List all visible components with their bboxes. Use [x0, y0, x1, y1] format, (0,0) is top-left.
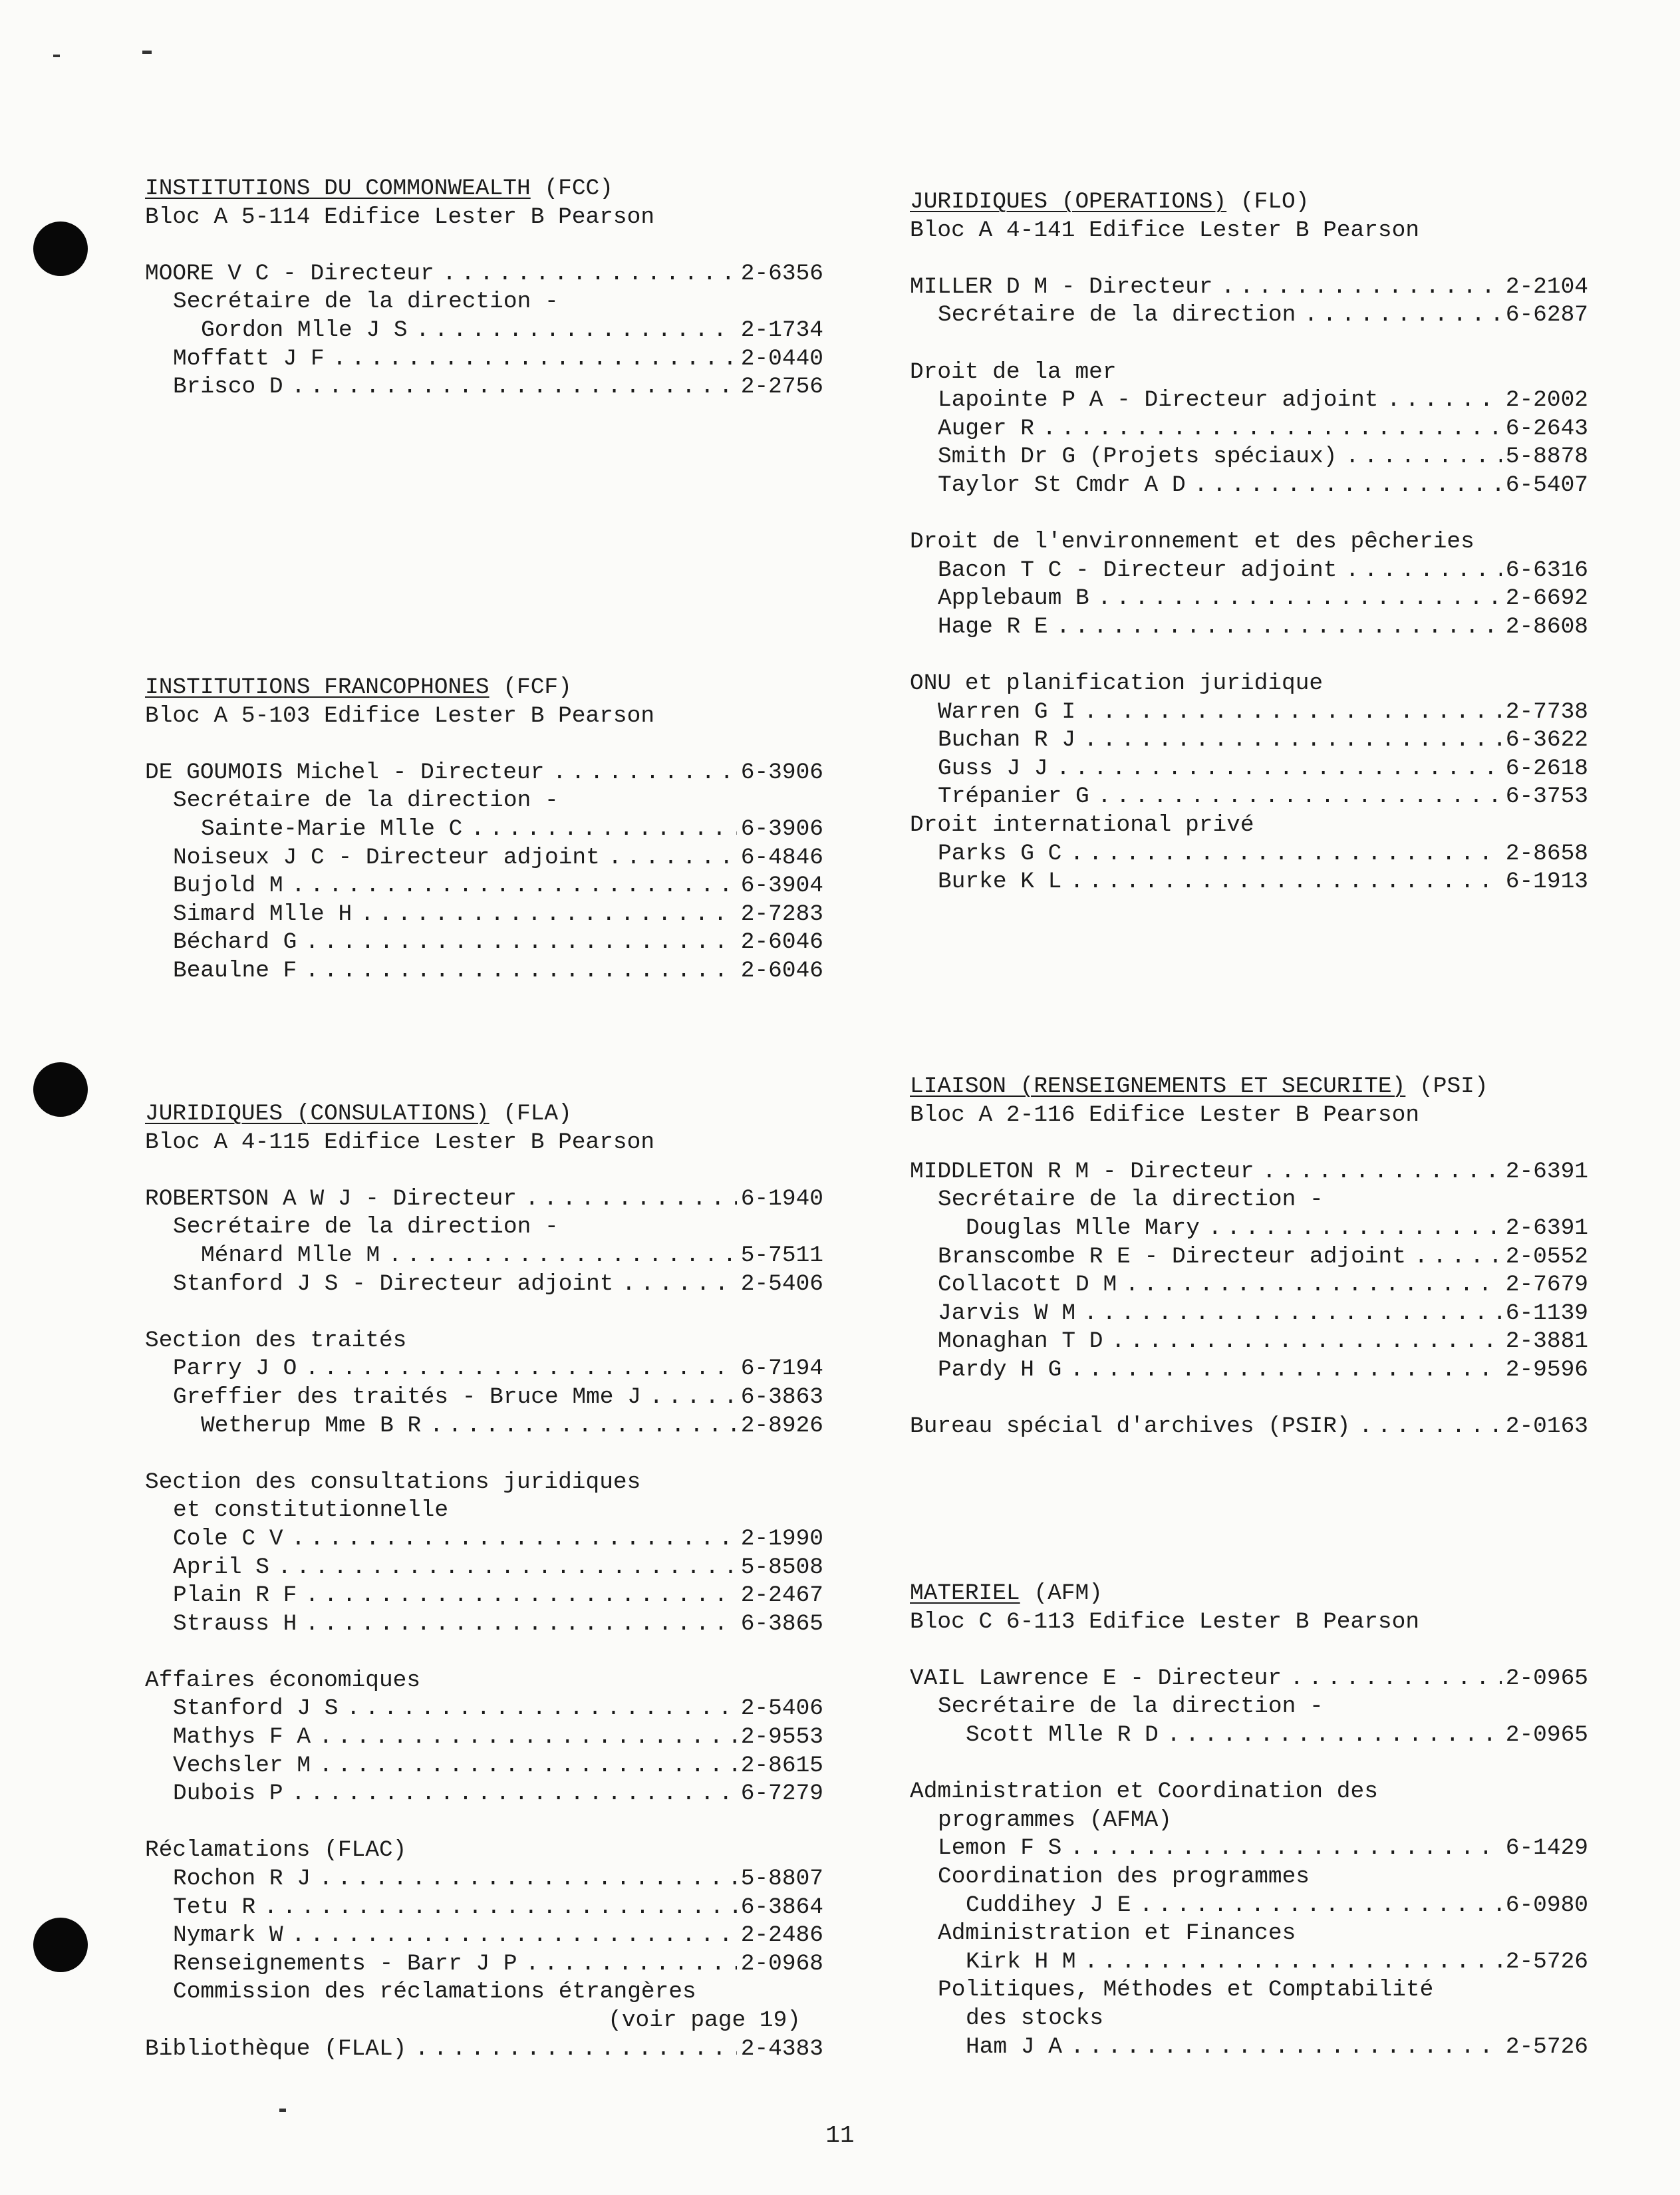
dot-leader [1200, 1215, 1502, 1243]
subheading: des stocks [966, 2005, 1104, 2031]
dot-leader [1212, 273, 1501, 302]
entry-phone: 6-1139 [1505, 1300, 1588, 1326]
dot-leader [462, 815, 736, 844]
entry-phone: 2-4383 [740, 2035, 823, 2062]
dot-leader [1337, 557, 1501, 585]
section-title: LIAISON (RENSEIGNEMENTS ET SECURITE) [910, 1074, 1406, 1099]
dot-leader [283, 1922, 737, 1950]
directory-row [910, 557, 1588, 585]
entry-name: Sainte-Marie Mlle C [201, 815, 463, 842]
dot-leader [311, 1865, 737, 1894]
dot-leader [1075, 726, 1502, 755]
entry-name: Cole C V [173, 1525, 283, 1552]
entry-name: Guss J J [938, 755, 1048, 782]
entry-phone: 2-6692 [1505, 585, 1588, 612]
directory-row [145, 345, 823, 374]
directory-row [910, 585, 1588, 613]
dot-leader [614, 1270, 737, 1299]
dot-leader [1048, 613, 1502, 642]
entry-phone: 6-6316 [1505, 557, 1588, 583]
entry-phone: 6-3906 [740, 759, 823, 786]
directory-row [145, 1723, 823, 1752]
entry-name: Branscombe R E - Directeur adjoint [938, 1243, 1406, 1270]
entry-phone: 6-2643 [1505, 415, 1588, 442]
dot-leader [1117, 1271, 1501, 1300]
dot-leader [297, 1610, 736, 1639]
entry-name: Plain R F [173, 1582, 297, 1609]
dot-leader [1048, 755, 1502, 784]
dot-leader [297, 1582, 736, 1610]
entry-name: Mathys F A [173, 1724, 311, 1751]
entry-phone: 2-9596 [1505, 1356, 1588, 1383]
entry-name: Brisco D [173, 374, 283, 400]
directory-row [910, 698, 1588, 727]
entry-name: MIDDLETON R M - Directeur [910, 1158, 1254, 1185]
entry-phone: 6-3864 [740, 1894, 823, 1920]
entry-phone: 6-1429 [1505, 1835, 1588, 1862]
entry-name: Jarvis W M [938, 1300, 1076, 1326]
entry-name: Dubois P [173, 1781, 283, 1807]
section-code: (FLO) [1240, 189, 1310, 215]
entry-phone: 2-7738 [1505, 698, 1588, 725]
directory-row [910, 415, 1588, 444]
entry-phone: 6-3863 [740, 1384, 823, 1410]
entry-phone: 2-8658 [1505, 840, 1588, 867]
section-title: INSTITUTIONS DU COMMONWEALTH [145, 176, 531, 202]
directory-row [145, 1752, 823, 1781]
section-location: Bloc A 2-116 Edifice Lester B Pearson [910, 1101, 1420, 1128]
section-location: Bloc A 5-103 Edifice Lester B Pearson [145, 702, 655, 729]
entry-name: Renseignements - Barr J P [173, 1950, 517, 1977]
entry-name: Bureau spécial d'archives (PSIR) [910, 1413, 1351, 1440]
entry-name: Collacott D M [938, 1272, 1117, 1298]
directory-row [145, 1242, 823, 1270]
directory-row [145, 1780, 823, 1809]
dot-leader [325, 345, 737, 374]
dot-leader [283, 1525, 737, 1554]
entry-phone: 6-3753 [1505, 784, 1588, 810]
entry-phone: 2-5726 [1505, 2033, 1588, 2060]
directory-row [145, 1894, 823, 1922]
dot-leader [311, 1752, 737, 1781]
entry-name: Taylor St Cmdr A D [938, 472, 1186, 498]
entry-name: Bibliothèque (FLAL) [145, 2035, 407, 2062]
scan-speck [279, 2109, 286, 2112]
directory-row [145, 2035, 823, 2064]
entry-name: Hage R E [938, 613, 1048, 640]
entry-phone: 6-1913 [1505, 869, 1588, 895]
subsection-heading: Section des consultations juridiques [145, 1469, 641, 1495]
dot-leader [297, 1355, 736, 1384]
directory-row [910, 301, 1588, 330]
entry-phone: 2-7679 [1505, 1272, 1588, 1298]
directory-row [910, 1271, 1588, 1300]
directory-row [910, 1300, 1588, 1328]
entry-phone: 6-1940 [740, 1185, 823, 1212]
section-heading [910, 1580, 1588, 1608]
entry-phone: 5-8508 [740, 1554, 823, 1580]
entry-phone: 2-8926 [740, 1412, 823, 1439]
entry-phone: 2-6046 [740, 957, 823, 984]
entry-name: VAIL Lawrence E - Directeur [910, 1665, 1282, 1691]
section-code: (FLA) [503, 1101, 572, 1127]
directory-row [910, 726, 1588, 755]
section-location: Bloc A 4-115 Edifice Lester B Pearson [145, 1129, 655, 1155]
entry-phone: 2-6356 [740, 260, 823, 287]
dot-leader [338, 1695, 736, 1723]
dot-leader [1034, 415, 1502, 444]
dot-leader [283, 872, 737, 901]
dot-leader [1337, 443, 1501, 472]
subsection-heading: Affaires économiques [145, 1667, 421, 1693]
entry-phone: 6-3906 [740, 815, 823, 842]
entry-phone: 2-6391 [1505, 1158, 1588, 1185]
dot-leader [1282, 1665, 1502, 1693]
dot-leader [406, 2035, 736, 2064]
directory-row [145, 1185, 823, 1214]
section-code: (FCC) [544, 176, 613, 202]
entry-name: Nymark W [173, 1922, 283, 1949]
directory-row [910, 1215, 1588, 1243]
entry-name: Strauss H [173, 1610, 297, 1637]
entry-phone: 2-7283 [740, 901, 823, 927]
dot-leader [1254, 1158, 1502, 1187]
directory-row [145, 317, 823, 345]
scan-speck [142, 51, 152, 54]
section-title: JURIDIQUES (OPERATIONS) [910, 189, 1227, 215]
subheading: Commission des réclamations étrangères [173, 1979, 696, 2005]
directory-row [910, 1834, 1588, 1863]
entry-name: Ménard Mlle M [201, 1242, 380, 1268]
section-heading [145, 175, 823, 204]
entry-phone: 2-5726 [1505, 1948, 1588, 1975]
dot-leader [1186, 472, 1502, 500]
directory-row [145, 815, 823, 844]
dot-leader [1159, 1721, 1502, 1750]
entry-phone: 2-1990 [740, 1525, 823, 1552]
section-title: JURIDIQUES (CONSULATIONS) [145, 1101, 490, 1127]
directory-row [910, 1328, 1588, 1356]
subsection-heading: programmes (AFMA) [938, 1807, 1172, 1833]
entry-name: Parry J O [173, 1356, 297, 1382]
entry-phone: 2-0163 [1505, 1413, 1588, 1440]
directory-row [145, 1355, 823, 1384]
entry-name: Tetu R [173, 1894, 256, 1920]
entry-phone: 2-2756 [740, 374, 823, 400]
directory-row [910, 840, 1588, 869]
subheading: Secrétaire de la direction - [173, 289, 559, 315]
entry-phone: 6-3904 [740, 873, 823, 899]
directory-row [910, 1356, 1588, 1385]
entry-name: Stanford J S - Directeur adjoint [173, 1270, 614, 1297]
entry-name: April S [173, 1554, 269, 1580]
directory-row [145, 1412, 823, 1441]
binder-hole-middle [33, 1062, 88, 1117]
binder-hole-top [33, 221, 88, 276]
directory-row [145, 844, 823, 873]
dot-leader [434, 260, 737, 289]
dot-leader [1076, 1948, 1502, 1977]
entry-name: Trépanier G [938, 784, 1089, 810]
directory-row [145, 1922, 823, 1950]
subsection-heading: Réclamations (FLAC) [145, 1837, 407, 1864]
entry-name: Gordon Mlle J S [201, 317, 408, 343]
entry-phone: 2-0965 [1505, 1721, 1588, 1748]
dot-leader [641, 1384, 737, 1412]
subsection-heading: Administration et Coordination des [910, 1779, 1378, 1805]
dot-leader [1296, 301, 1501, 330]
directory-row [910, 783, 1588, 811]
entry-phone: 2-8608 [1505, 613, 1588, 640]
directory-row [145, 1582, 823, 1610]
directory-row [145, 1270, 823, 1299]
dot-leader [1061, 1356, 1501, 1385]
subsection-heading: Droit de la mer [910, 359, 1117, 385]
subsection-heading: ONU et planification juridique [910, 670, 1324, 697]
entry-phone: 2-5406 [740, 1270, 823, 1297]
dot-leader [1351, 1413, 1502, 1441]
section-location: Bloc A 5-114 Edifice Lester B Pearson [145, 204, 655, 230]
section-afm [910, 1580, 1588, 2061]
entry-name: Smith Dr G (Projets spéciaux) [938, 444, 1337, 470]
dot-leader [1075, 1300, 1502, 1328]
entry-name: ROBERTSON A W J - Directeur [145, 1185, 517, 1212]
entry-name: Secrétaire de la direction [938, 302, 1296, 329]
section-location: Bloc C 6-113 Edifice Lester B Pearson [910, 1608, 1420, 1635]
entry-name: Wetherup Mme B R [201, 1412, 422, 1439]
section-heading [910, 188, 1588, 217]
entry-phone: 2-2002 [1505, 387, 1588, 414]
entry-name: Lemon F S [938, 1835, 1062, 1862]
entry-name: MILLER D M - Directeur [910, 273, 1213, 300]
entry-phone: 6-3622 [1505, 727, 1588, 754]
section-heading [145, 1100, 823, 1129]
subsection-heading: Droit de l'environnement et des pêcheries [910, 529, 1474, 555]
directory-row [910, 1948, 1588, 1977]
dot-leader [380, 1242, 736, 1270]
directory-row [910, 472, 1588, 500]
section-heading [910, 1073, 1588, 1101]
dot-leader [1131, 1892, 1501, 1920]
entry-name: Buchan R J [938, 727, 1076, 754]
dot-leader [1103, 1328, 1501, 1356]
section-flo [910, 188, 1588, 897]
entry-name: Warren G I [938, 698, 1076, 725]
binder-hole-bottom [33, 1918, 88, 1972]
subsection-heading: Section des traités [145, 1327, 407, 1354]
entry-name: Stanford J S [173, 1695, 339, 1722]
dot-leader [544, 759, 736, 788]
entry-phone: 2-6046 [740, 929, 823, 956]
directory-row [145, 260, 823, 289]
directory-row [145, 1695, 823, 1723]
dot-leader [311, 1723, 737, 1752]
subheading: Secrétaire de la direction - [938, 1187, 1324, 1213]
entry-phone: 2-1734 [740, 317, 823, 343]
entry-name: Pardy H G [938, 1356, 1062, 1383]
entry-name: Béchard G [173, 929, 297, 956]
entry-name: Vechsler M [173, 1752, 311, 1779]
section-location: Bloc A 4-141 Edifice Lester B Pearson [910, 217, 1420, 243]
entry-phone: 2-2486 [740, 1922, 823, 1949]
entry-name: Applebaum B [938, 585, 1089, 612]
directory-row [910, 1413, 1588, 1441]
page-number: 11 [825, 2122, 855, 2149]
dot-leader [1061, 840, 1501, 869]
entry-name: Auger R [938, 415, 1034, 442]
entry-phone: 5-8807 [740, 1866, 823, 1892]
dot-leader [517, 1185, 737, 1214]
section-code: (AFM) [1034, 1580, 1103, 1606]
directory-row [910, 1721, 1588, 1750]
entry-name: Simard Mlle H [173, 901, 352, 927]
entry-name: Lapointe P A - Directeur adjoint [938, 387, 1379, 414]
entry-phone: 6-7194 [740, 1356, 823, 1382]
directory-row [145, 929, 823, 957]
entry-name: DE GOUMOIS Michel - Directeur [145, 759, 545, 786]
entry-name: Scott Mlle R D [966, 1721, 1159, 1748]
entry-phone: 6-4846 [740, 844, 823, 871]
subsection-heading: et constitutionnelle [173, 1497, 449, 1524]
directory-row [145, 1865, 823, 1894]
section-fcf [145, 674, 823, 986]
directory-row [910, 1158, 1588, 1187]
entry-phone: 2-0552 [1505, 1243, 1588, 1270]
directory-row [910, 868, 1588, 897]
directory-row [145, 1554, 823, 1582]
entry-name: Bujold M [173, 873, 283, 899]
directory-row [910, 755, 1588, 784]
entry-phone: 5-8878 [1505, 444, 1588, 470]
directory-row [910, 273, 1588, 302]
dot-leader [297, 929, 736, 957]
entry-phone: 6-5407 [1505, 472, 1588, 498]
dot-leader [600, 844, 737, 873]
entry-name: Kirk H M [966, 1948, 1076, 1975]
directory-row [910, 1243, 1588, 1272]
directory-row [145, 1610, 823, 1639]
page-reference: (voir page 19) [608, 2007, 801, 2033]
entry-name: Cuddihey J E [966, 1892, 1131, 1918]
directory-row [145, 1950, 823, 1979]
dot-leader [1089, 585, 1502, 613]
subheading: Secrétaire de la direction - [173, 1214, 559, 1241]
dot-leader [297, 957, 736, 986]
section-code: (PSI) [1419, 1074, 1488, 1099]
entry-phone: 2-2104 [1505, 273, 1588, 300]
entry-phone: 2-5406 [740, 1695, 823, 1722]
section-heading [145, 674, 823, 702]
entry-name: MOORE V C - Directeur [145, 260, 434, 287]
entry-phone: 2-9553 [740, 1724, 823, 1751]
directory-row [145, 759, 823, 788]
entry-name: Monaghan T D [938, 1328, 1103, 1355]
entry-phone: 2-0440 [740, 345, 823, 372]
section-title: MATERIEL [910, 1580, 1020, 1606]
entry-phone: 2-0968 [740, 1950, 823, 1977]
section-title: INSTITUTIONS FRANCOPHONES [145, 674, 490, 700]
dot-leader [269, 1554, 737, 1582]
entry-phone: 2-8615 [740, 1752, 823, 1779]
directory-row [910, 386, 1588, 415]
entry-name: Bacon T C - Directeur adjoint [938, 557, 1337, 583]
entry-phone: 6-0980 [1505, 1892, 1588, 1918]
entry-phone: 6-3865 [740, 1610, 823, 1637]
entry-phone: 6-7279 [740, 1781, 823, 1807]
directory-row [910, 1892, 1588, 1920]
directory-row [145, 901, 823, 929]
entry-phone: 6-6287 [1505, 302, 1588, 329]
directory-row [145, 872, 823, 901]
subheading: Politiques, Méthodes et Comptabilité [938, 1977, 1434, 2003]
dot-leader [1061, 868, 1501, 897]
entry-phone: 5-7511 [740, 1242, 823, 1268]
directory-row [910, 443, 1588, 472]
dot-leader [1075, 698, 1502, 727]
dot-leader [1089, 783, 1502, 811]
dot-leader [352, 901, 736, 929]
entry-name: Noiseux J C - Directeur adjoint [173, 844, 600, 871]
section-psi [910, 1073, 1588, 1441]
section-code: (FCF) [503, 674, 572, 700]
entry-name: Parks G C [938, 840, 1062, 867]
dot-leader [517, 1950, 737, 1979]
directory-row [910, 2033, 1588, 2062]
dot-leader [255, 1894, 736, 1922]
directory-row [145, 957, 823, 986]
dot-leader [408, 317, 737, 345]
subheading: Coordination des programmes [938, 1863, 1310, 1890]
section-fla [145, 1100, 823, 2063]
entry-name: Ham J A [966, 2033, 1062, 2060]
scan-speck [53, 55, 60, 57]
subsection-heading: Droit international privé [910, 812, 1254, 839]
entry-phone: 2-3881 [1505, 1328, 1588, 1355]
dot-leader [283, 373, 737, 402]
dot-leader [1062, 2033, 1502, 2062]
dot-leader [1406, 1243, 1502, 1272]
dot-leader [1061, 1834, 1501, 1863]
directory-row [145, 1525, 823, 1554]
section-fcc [145, 175, 823, 402]
subheading: Secrétaire de la direction - [938, 1693, 1324, 1720]
entry-phone: 2-6391 [1505, 1215, 1588, 1241]
subheading: Secrétaire de la direction - [173, 788, 559, 814]
directory-row [910, 1665, 1588, 1693]
directory-row [145, 373, 823, 402]
entry-phone: 2-0965 [1505, 1665, 1588, 1691]
dot-leader [421, 1412, 736, 1441]
directory-row [145, 1384, 823, 1412]
entry-name: Rochon R J [173, 1866, 311, 1892]
subheading: Administration et Finances [938, 1920, 1296, 1947]
entry-name: Moffatt J F [173, 345, 325, 372]
entry-name: Burke K L [938, 869, 1062, 895]
entry-phone: 2-2467 [740, 1582, 823, 1609]
dot-leader [1379, 386, 1502, 415]
directory-row [910, 613, 1588, 642]
entry-name: Greffier des traités - Bruce Mme J [173, 1384, 641, 1410]
entry-name: Beaulne F [173, 957, 297, 984]
entry-phone: 6-2618 [1505, 755, 1588, 782]
dot-leader [283, 1780, 737, 1809]
entry-name: Douglas Mlle Mary [966, 1215, 1200, 1241]
